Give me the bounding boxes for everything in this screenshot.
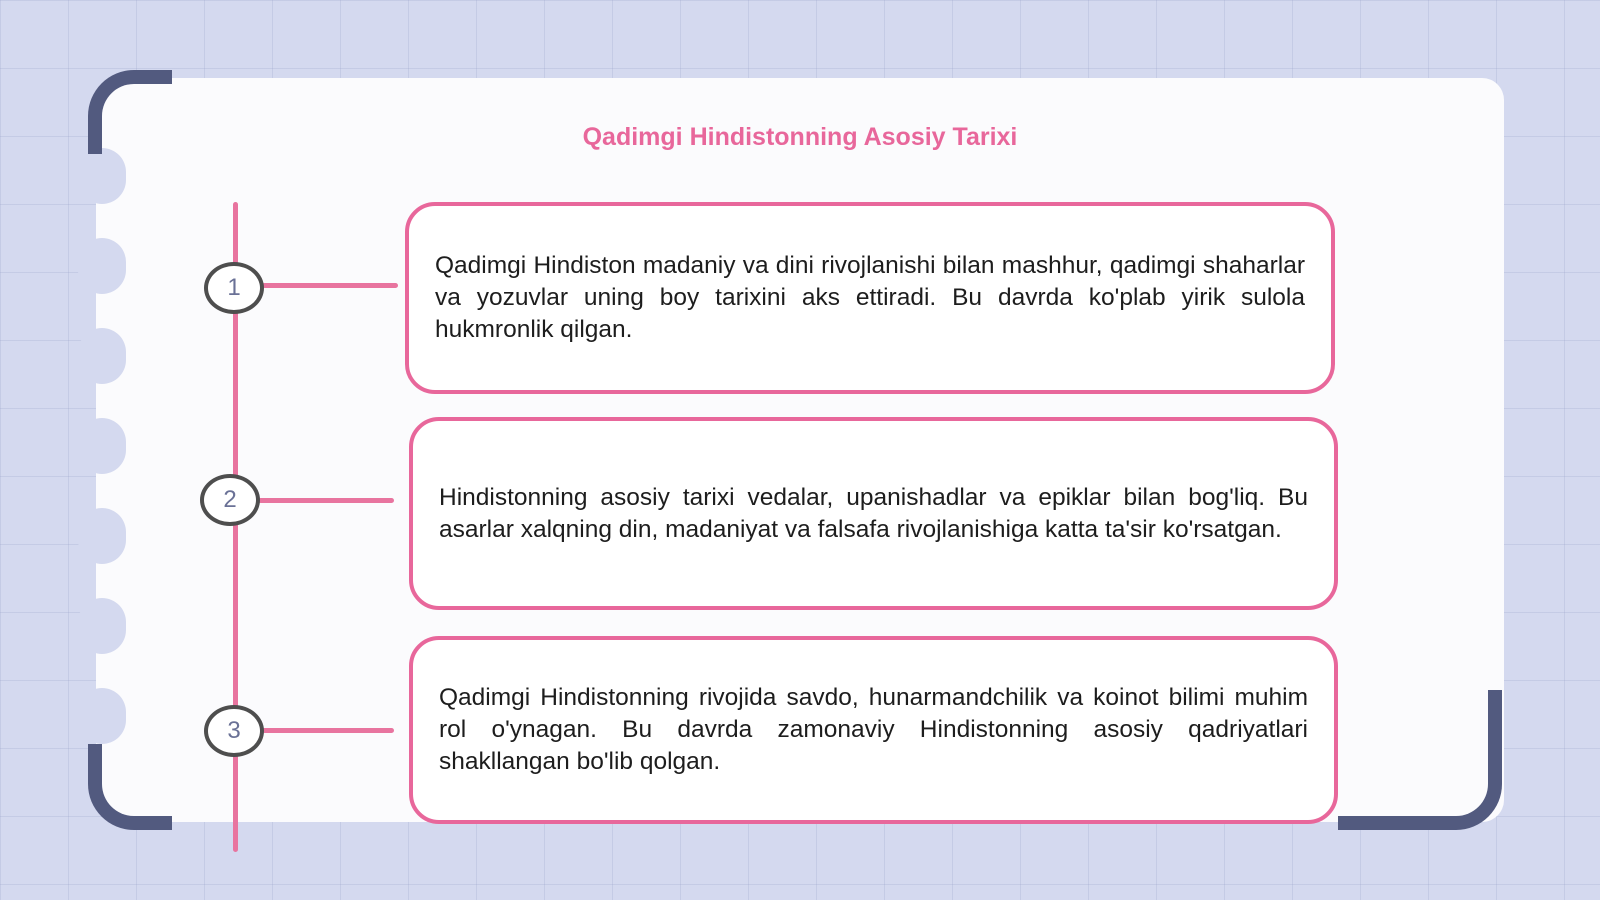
frame-corner-bottom-right — [1338, 690, 1502, 830]
timeline-connector — [262, 283, 398, 288]
frame-corner-bottom-left — [88, 744, 172, 830]
timeline-card — [405, 202, 1335, 394]
timeline-marker: 2 — [200, 474, 260, 526]
paper-notch — [78, 238, 126, 294]
paper-notch — [78, 328, 126, 384]
paper-notch — [78, 418, 126, 474]
paper-notch — [78, 688, 126, 744]
card-text: Qadimgi Hindistonning rivojida savdo, hunarmandchilik va koinot bilimi muhim rol o'ynagan. Bu davrda zamonaviy Hindistonning asosiy qadriyatlari shakllangan bo'lib qolgan. — [439, 684, 1308, 775]
card-text: Hindistonning asosiy tarixi vedalar, upanishadlar va epiklar bilan bog'liq. Bu asarlar xalqning din, madaniyat va falsafa rivojlanishiga katta ta'sir ko'rsatgan. — [439, 483, 1308, 543]
timeline-card — [409, 636, 1338, 824]
timeline-marker: 1 — [204, 262, 264, 314]
timeline-connector — [258, 498, 394, 503]
paper-notch — [78, 508, 126, 564]
paper-notch — [78, 148, 126, 204]
timeline-marker: 3 — [204, 705, 264, 757]
slide-title: Qadimgi Hindistonning Asosiy Tarixi — [582, 123, 1018, 151]
paper-notch — [78, 598, 126, 654]
timeline-card — [409, 417, 1338, 610]
card-text: Qadimgi Hindiston madaniy va dini rivojlanishi bilan mashhur, qadimgi shaharlar va yozuvlar uning boy tarixini aks ettiradi. Bu davrda ko'plab yirik sulola hukmronlik qilgan. — [435, 252, 1305, 343]
timeline-connector — [262, 728, 394, 733]
